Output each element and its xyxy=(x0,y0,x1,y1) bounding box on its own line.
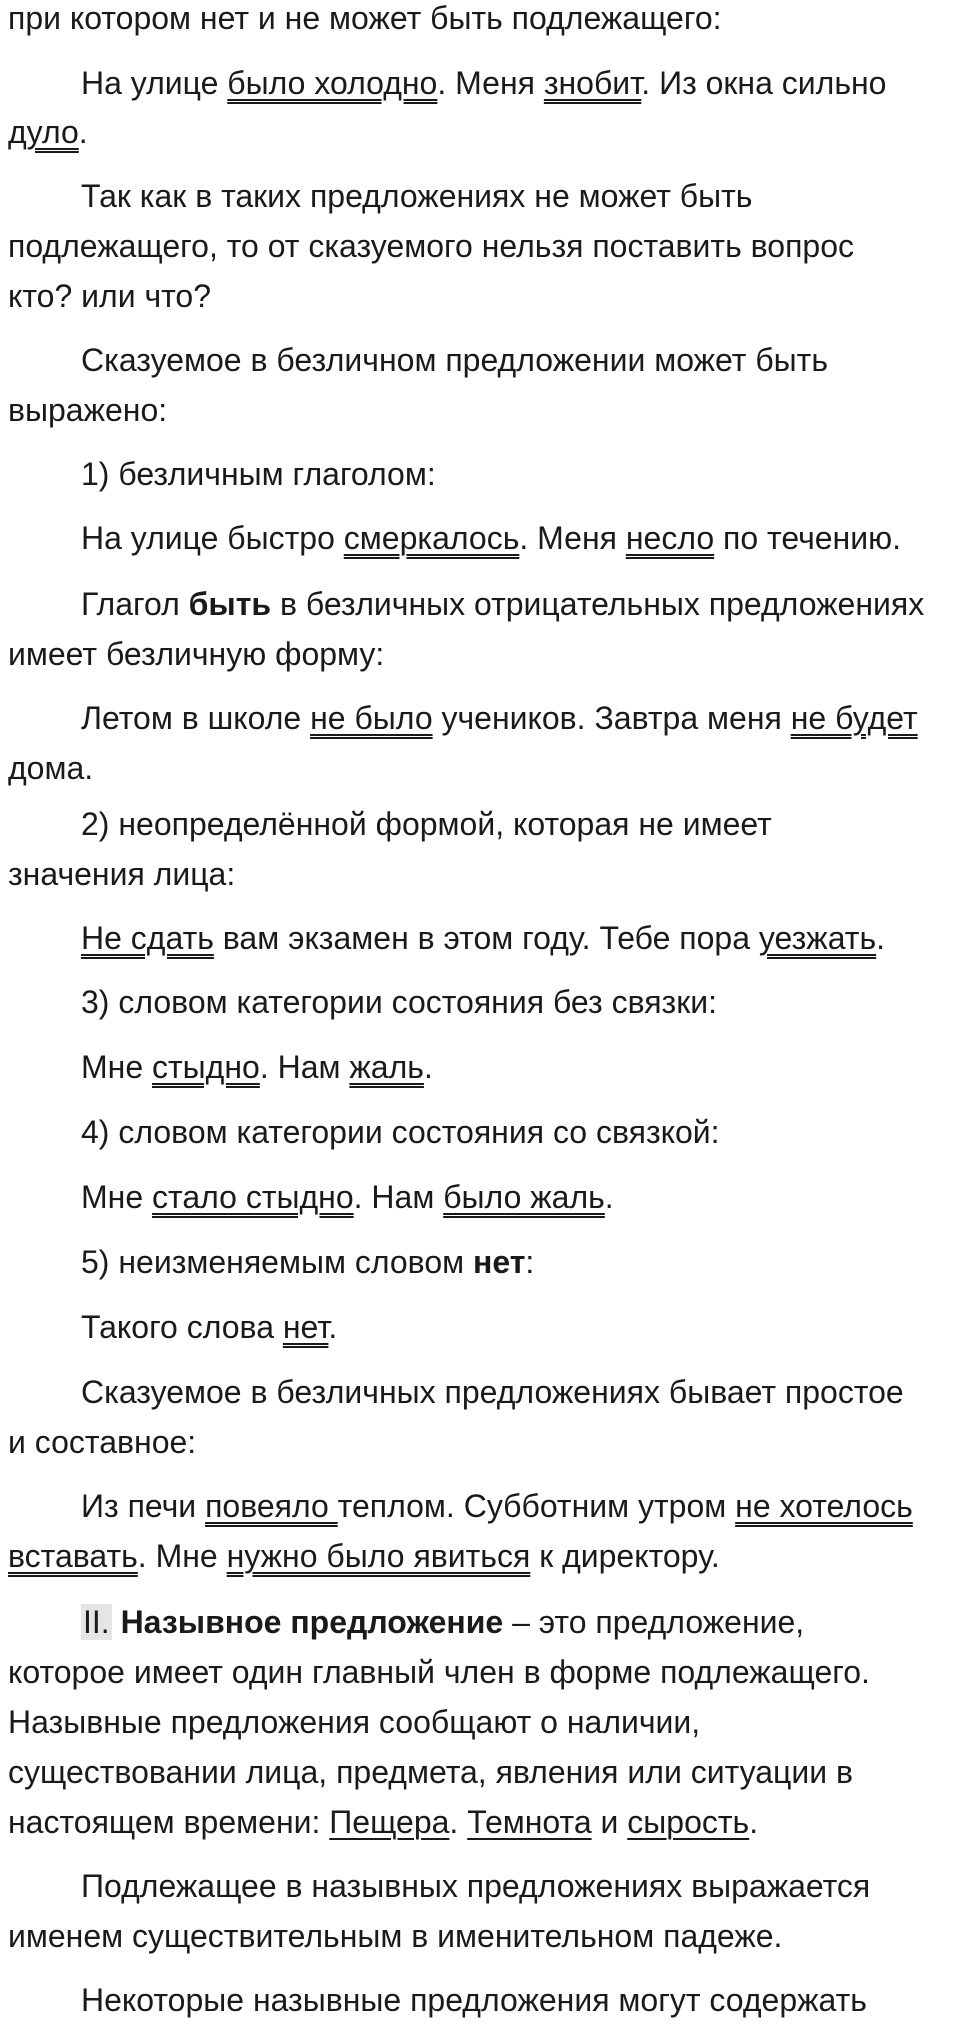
text-line xyxy=(8,800,954,850)
text-run: Подлежащее в назывных предложениях выражается xyxy=(81,1868,871,1904)
text-line xyxy=(8,1238,954,1288)
text-line xyxy=(8,744,954,794)
text-run: 4) словом категории состояния со связкой: xyxy=(81,1114,720,1150)
text-run: . xyxy=(604,1179,614,1215)
text-line xyxy=(8,1418,954,1468)
text-line xyxy=(8,272,954,322)
text-run: Некоторые назывные предложения могут содержать xyxy=(81,1982,867,2018)
predicate-underlined: повеяло xyxy=(205,1488,338,1524)
text-run: Из печи xyxy=(81,1488,206,1524)
text-line xyxy=(8,978,954,1028)
text-line xyxy=(8,1648,954,1698)
predicate-underlined: смеркалось xyxy=(343,520,520,556)
text-line xyxy=(8,222,954,272)
bold-term: Назывное предложение xyxy=(120,1604,504,1640)
text-run: 2) неопределённой формой, которая не имеет xyxy=(81,806,772,842)
text-run: кто? или что? xyxy=(8,278,212,314)
subject-underlined: Темнота xyxy=(467,1804,592,1840)
predicate-underlined: нет xyxy=(282,1309,329,1345)
text-run: Сказуемое в безличных предложениях бывает простое xyxy=(81,1374,904,1410)
text-run: учеников. Завтра меня xyxy=(432,700,791,736)
text-line xyxy=(8,1798,954,1848)
text-run: 1) безличным глаголом: xyxy=(81,456,436,492)
text-line xyxy=(8,1173,954,1223)
text-run: Мне xyxy=(81,1179,153,1215)
text-run: выражено: xyxy=(8,392,168,428)
predicate-underlined: знобит xyxy=(543,65,642,101)
text-line xyxy=(8,1303,954,1353)
text-run: и составное: xyxy=(8,1424,197,1460)
text-line xyxy=(8,1912,954,1962)
text-line xyxy=(8,1482,954,1532)
text-run: . Нам xyxy=(353,1179,444,1215)
text-run: : xyxy=(525,1244,535,1280)
text-run: Глагол xyxy=(81,586,189,622)
text-line xyxy=(8,336,954,386)
text-run: в безличных отрицательных предложениях xyxy=(271,586,925,622)
text-run: которое имеет один главный член в форме подлежащего. xyxy=(8,1654,870,1690)
text-run: 3) словом категории состояния без связки: xyxy=(81,984,717,1020)
text-line xyxy=(8,1862,954,1912)
text-run: значения лица: xyxy=(8,856,236,892)
text-run: . Мне xyxy=(137,1538,227,1574)
text-run xyxy=(112,1604,121,1640)
text-run: при котором нет и не может быть подлежащего: xyxy=(8,0,722,36)
predicate-underlined: вставать xyxy=(8,1538,138,1574)
predicate-underlined: стало стыдно xyxy=(152,1179,354,1215)
predicate-underlined: не будет xyxy=(790,700,918,736)
predicate-underlined: нужно было явиться xyxy=(226,1538,531,1574)
subject-underlined: Пещера xyxy=(329,1804,450,1840)
text-run: настоящем времени: xyxy=(8,1804,330,1840)
text-run: . xyxy=(78,114,88,150)
predicate-underlined: Не сдать xyxy=(81,920,214,956)
subject-underlined: сырость xyxy=(627,1804,750,1840)
text-run: вам экзамен в этом году. Тебе пора xyxy=(213,920,759,956)
text-line xyxy=(8,694,954,744)
text-line xyxy=(8,1698,954,1748)
text-run: по течению. xyxy=(714,520,901,556)
predicate-underlined: стыдно xyxy=(152,1049,260,1085)
text-run: имеет безличную форму: xyxy=(8,636,385,672)
text-run: . xyxy=(449,1804,468,1840)
text-line xyxy=(8,630,954,680)
predicate-underlined: дуло xyxy=(8,114,79,150)
text-run: На улице быстро xyxy=(81,520,344,556)
text-run: . xyxy=(423,1049,433,1085)
text-run: На улице xyxy=(81,65,228,101)
text-line xyxy=(8,914,954,964)
text-run: дома. xyxy=(8,750,94,786)
text-run: именем существительным в именительном падеже. xyxy=(8,1918,783,1954)
text-run: 5) неизменяемым словом xyxy=(81,1244,473,1280)
predicate-underlined: не хотелось xyxy=(735,1488,913,1524)
predicate-underlined: жаль xyxy=(349,1049,424,1085)
text-run: . Из окна сильно xyxy=(641,65,887,101)
text-run: – это предложение, xyxy=(503,1604,805,1640)
text-line xyxy=(8,59,954,109)
text-line xyxy=(8,850,954,900)
text-line xyxy=(8,1043,954,1093)
text-run: Сказуемое в безличном предложении может быть xyxy=(81,342,828,378)
predicate-underlined: было жаль xyxy=(443,1179,605,1215)
text-line xyxy=(8,450,954,500)
text-line xyxy=(8,386,954,436)
text-run: . Меня xyxy=(519,520,626,556)
predicate-underlined: было холодно xyxy=(227,65,438,101)
predicate-underlined: не было xyxy=(310,700,433,736)
bold-term: быть xyxy=(188,586,272,622)
text-run: . Нам xyxy=(259,1049,350,1085)
text-run: . xyxy=(328,1309,338,1345)
text-run: к директору. xyxy=(530,1538,720,1574)
text-run: существовании лица, предмета, явления или ситуации в xyxy=(8,1754,853,1790)
text-run: подлежащего, то от сказуемого нельзя поставить вопрос xyxy=(8,228,854,264)
text-run: Мне xyxy=(81,1049,153,1085)
text-line xyxy=(8,514,954,564)
text-run: и xyxy=(591,1804,628,1840)
text-line xyxy=(8,172,954,222)
predicate-underlined: несло xyxy=(625,520,715,556)
text-line xyxy=(8,580,954,630)
text-line xyxy=(8,1598,954,1648)
text-line xyxy=(8,1108,954,1158)
text-run: . xyxy=(876,920,886,956)
text-run: Так как в таких предложениях не может быть xyxy=(81,178,753,214)
text-run: Назывные предложения сообщают о наличии, xyxy=(8,1704,701,1740)
text-line xyxy=(8,1748,954,1798)
text-run: Такого слова xyxy=(81,1309,283,1345)
predicate-underlined: уезжать xyxy=(758,920,877,956)
text-run: . xyxy=(749,1804,759,1840)
text-run: Летом в школе xyxy=(81,700,311,736)
text-line xyxy=(8,1976,954,2026)
text-run: . Меня xyxy=(437,65,544,101)
text-run: теплом. Субботним утром xyxy=(337,1488,736,1524)
section-numeral: II. xyxy=(83,1604,110,1640)
bold-term: нет xyxy=(473,1244,526,1280)
text-line xyxy=(8,1532,954,1582)
text-line xyxy=(8,1368,954,1418)
text-line xyxy=(8,0,954,44)
text-line xyxy=(8,108,954,158)
